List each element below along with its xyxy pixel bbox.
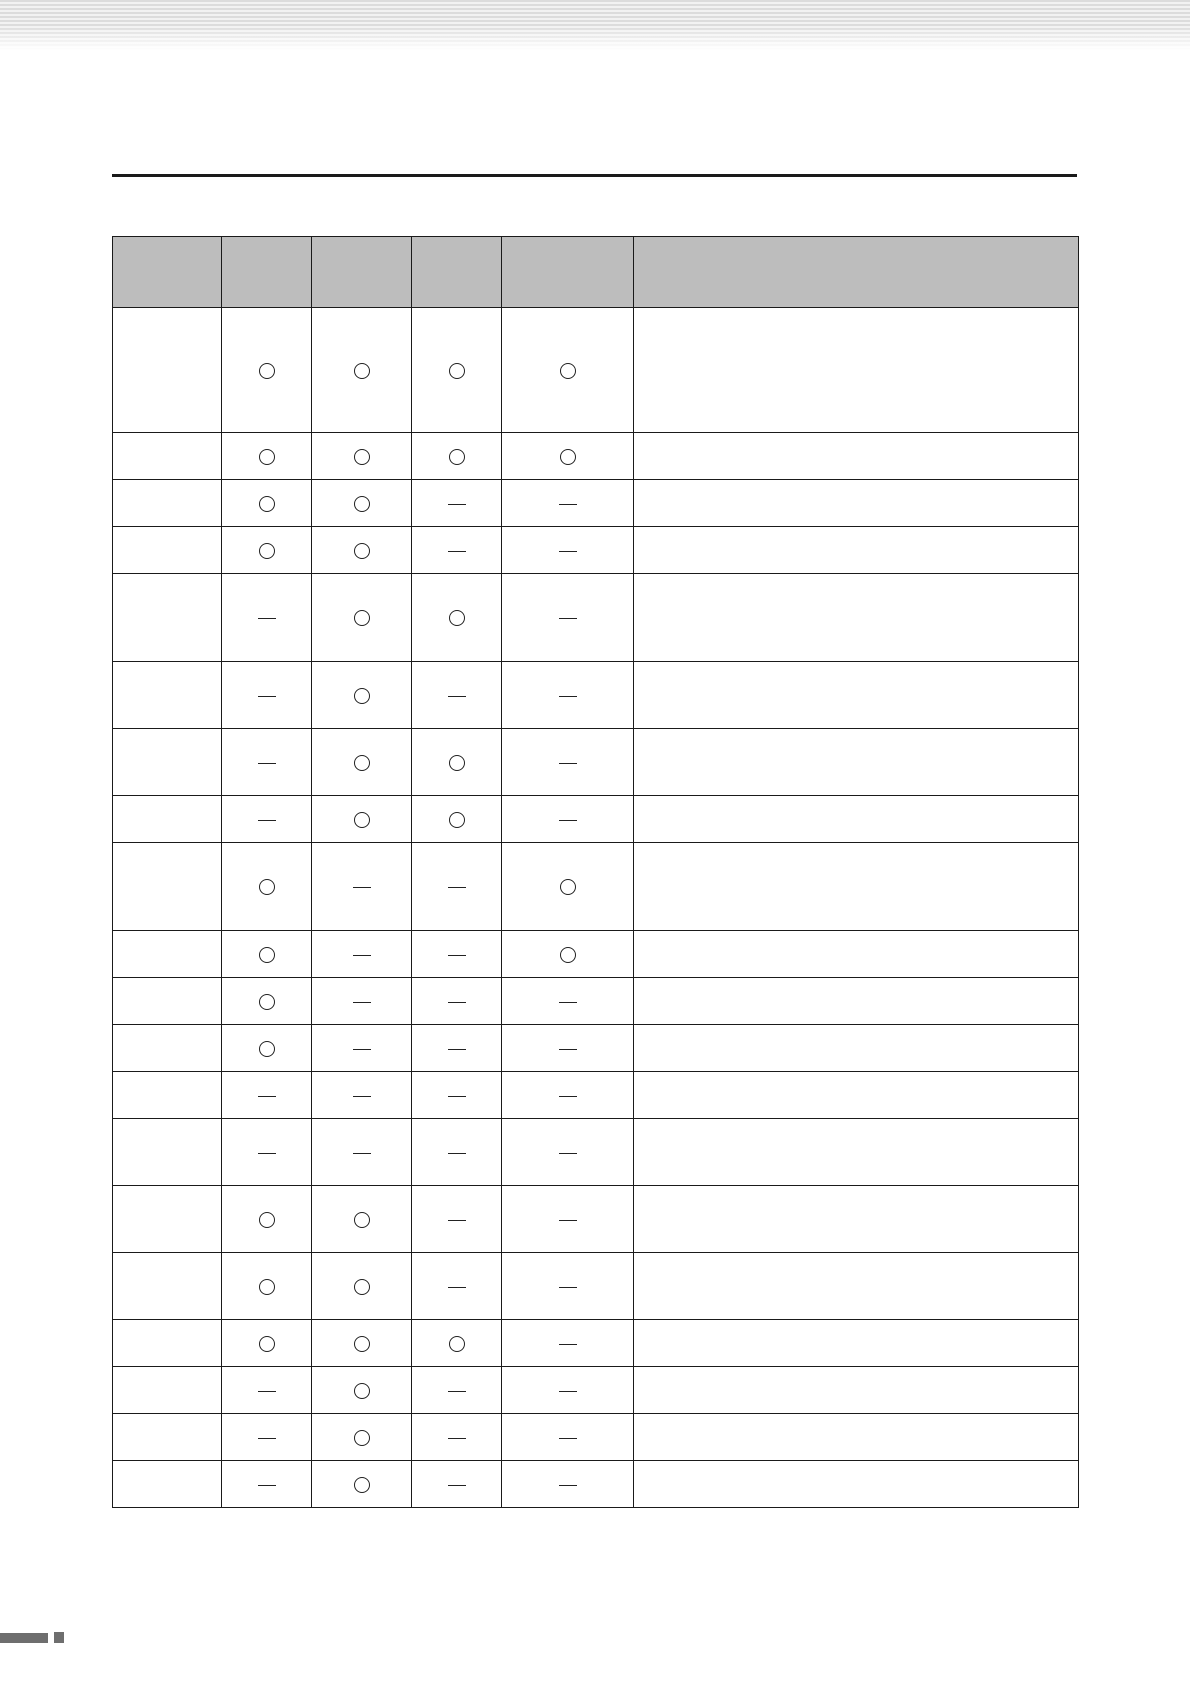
mark-cell — [502, 527, 634, 574]
mark-cell — [412, 1025, 502, 1072]
circle-icon — [259, 449, 275, 465]
dash-icon — [258, 618, 276, 619]
mark-cell — [222, 308, 312, 433]
mark-cell — [312, 978, 412, 1025]
dash-icon — [448, 1002, 466, 1003]
mark-cell — [312, 1025, 412, 1072]
circle-icon — [449, 812, 465, 828]
table-header-row — [113, 237, 1079, 308]
dash-icon — [258, 1096, 276, 1097]
circle-icon — [354, 1279, 370, 1295]
dash-icon — [353, 1002, 371, 1003]
mark-cell — [502, 729, 634, 796]
dash-icon — [353, 1096, 371, 1097]
row-notes-cell — [634, 931, 1079, 978]
row-notes-cell — [634, 1186, 1079, 1253]
mark-cell — [222, 1253, 312, 1320]
mark-cell — [222, 1186, 312, 1253]
dash-icon — [353, 1049, 371, 1050]
table-row — [113, 527, 1079, 574]
mark-cell — [412, 574, 502, 662]
mark-cell — [222, 978, 312, 1025]
dash-icon — [353, 1153, 371, 1154]
mark-cell — [412, 1367, 502, 1414]
mark-cell — [312, 1414, 412, 1461]
mark-cell — [312, 1072, 412, 1119]
circle-icon — [560, 449, 576, 465]
row-name-cell — [113, 843, 222, 931]
table-row — [113, 796, 1079, 843]
dash-icon — [448, 1049, 466, 1050]
row-notes-cell — [634, 1119, 1079, 1186]
header-cell-name — [113, 237, 222, 308]
dash-icon — [353, 887, 371, 888]
mark-cell — [312, 574, 412, 662]
compatibility-table — [112, 236, 1079, 1508]
mark-cell — [222, 1414, 312, 1461]
mark-cell — [412, 931, 502, 978]
mark-cell — [222, 433, 312, 480]
row-name-cell — [113, 1320, 222, 1367]
mark-cell — [412, 1119, 502, 1186]
row-notes-cell — [634, 574, 1079, 662]
row-notes-cell — [634, 662, 1079, 729]
mark-cell — [312, 931, 412, 978]
dash-icon — [448, 1220, 466, 1221]
mark-cell — [502, 1186, 634, 1253]
row-name-cell — [113, 931, 222, 978]
mark-cell — [502, 308, 634, 433]
mark-cell — [502, 1253, 634, 1320]
header-cell-col2 — [312, 237, 412, 308]
row-name-cell — [113, 1025, 222, 1072]
mark-cell — [502, 1461, 634, 1508]
table-row — [113, 1367, 1079, 1414]
row-notes-cell — [634, 308, 1079, 433]
page-number-square — [54, 1632, 64, 1643]
row-notes-cell — [634, 978, 1079, 1025]
circle-icon — [354, 1212, 370, 1228]
circle-icon — [560, 363, 576, 379]
mark-cell — [502, 433, 634, 480]
dash-icon — [559, 1344, 577, 1345]
dash-icon — [353, 955, 371, 956]
header-stripe-band — [0, 0, 1190, 50]
mark-cell — [312, 433, 412, 480]
mark-cell — [502, 662, 634, 729]
mark-cell — [502, 1414, 634, 1461]
header-cell-col4 — [502, 237, 634, 308]
table-row — [113, 1025, 1079, 1072]
row-notes-cell — [634, 1461, 1079, 1508]
mark-cell — [312, 1119, 412, 1186]
mark-cell — [412, 1186, 502, 1253]
mark-cell — [412, 433, 502, 480]
dash-icon — [559, 618, 577, 619]
dash-icon — [448, 1096, 466, 1097]
dash-icon — [559, 1485, 577, 1486]
circle-icon — [560, 879, 576, 895]
dash-icon — [448, 1485, 466, 1486]
dash-icon — [559, 820, 577, 821]
circle-icon — [354, 496, 370, 512]
mark-cell — [312, 729, 412, 796]
mark-cell — [502, 480, 634, 527]
mark-cell — [502, 1119, 634, 1186]
table-row — [113, 1186, 1079, 1253]
dash-icon — [559, 1438, 577, 1439]
mark-cell — [222, 1119, 312, 1186]
table-row — [113, 1461, 1079, 1508]
mark-cell — [412, 1414, 502, 1461]
row-notes-cell — [634, 1320, 1079, 1367]
mark-cell — [412, 978, 502, 1025]
mark-cell — [222, 662, 312, 729]
header-cell-col3 — [412, 237, 502, 308]
circle-icon — [259, 1041, 275, 1057]
mark-cell — [312, 308, 412, 433]
mark-cell — [222, 1320, 312, 1367]
header-cell-notes — [634, 237, 1079, 308]
circle-icon — [354, 610, 370, 626]
mark-cell — [312, 843, 412, 931]
row-name-cell — [113, 480, 222, 527]
circle-icon — [560, 947, 576, 963]
dash-icon — [258, 696, 276, 697]
mark-cell — [502, 978, 634, 1025]
table-body — [113, 308, 1079, 1508]
page-number-bar — [0, 1633, 48, 1643]
circle-icon — [449, 755, 465, 771]
table-row — [113, 1072, 1079, 1119]
table-row — [113, 1414, 1079, 1461]
row-name-cell — [113, 978, 222, 1025]
circle-icon — [449, 449, 465, 465]
row-name-cell — [113, 308, 222, 433]
table-row — [113, 843, 1079, 931]
circle-icon — [449, 1336, 465, 1352]
circle-icon — [259, 994, 275, 1010]
dash-icon — [559, 1220, 577, 1221]
row-notes-cell — [634, 1414, 1079, 1461]
circle-icon — [354, 755, 370, 771]
section-title-rule — [112, 174, 1077, 177]
row-name-cell — [113, 433, 222, 480]
dash-icon — [559, 1049, 577, 1050]
circle-icon — [354, 688, 370, 704]
mark-cell — [222, 843, 312, 931]
mark-cell — [312, 1186, 412, 1253]
row-notes-cell — [634, 843, 1079, 931]
table-row — [113, 480, 1079, 527]
dash-icon — [559, 696, 577, 697]
row-name-cell — [113, 1367, 222, 1414]
dash-icon — [258, 1153, 276, 1154]
table-row — [113, 931, 1079, 978]
row-name-cell — [113, 527, 222, 574]
mark-cell — [502, 843, 634, 931]
mark-cell — [222, 1367, 312, 1414]
mark-cell — [412, 796, 502, 843]
table-row — [113, 1119, 1079, 1186]
circle-icon — [259, 363, 275, 379]
circle-icon — [354, 1477, 370, 1493]
dash-icon — [559, 1391, 577, 1392]
dash-icon — [448, 1153, 466, 1154]
dash-icon — [448, 955, 466, 956]
mark-cell — [312, 527, 412, 574]
circle-icon — [354, 543, 370, 559]
row-notes-cell — [634, 1025, 1079, 1072]
mark-cell — [222, 796, 312, 843]
circle-icon — [259, 543, 275, 559]
circle-icon — [259, 879, 275, 895]
row-notes-cell — [634, 527, 1079, 574]
table-row — [113, 978, 1079, 1025]
circle-icon — [259, 947, 275, 963]
row-name-cell — [113, 1253, 222, 1320]
table-row — [113, 308, 1079, 433]
circle-icon — [449, 363, 465, 379]
table-row — [113, 1320, 1079, 1367]
mark-cell — [222, 1461, 312, 1508]
circle-icon — [259, 1279, 275, 1295]
dash-icon — [258, 1391, 276, 1392]
row-notes-cell — [634, 480, 1079, 527]
dash-icon — [559, 1002, 577, 1003]
circle-icon — [449, 610, 465, 626]
row-notes-cell — [634, 796, 1079, 843]
mark-cell — [502, 1072, 634, 1119]
mark-cell — [502, 1367, 634, 1414]
mark-cell — [412, 480, 502, 527]
table-row — [113, 662, 1079, 729]
row-name-cell — [113, 729, 222, 796]
circle-icon — [259, 496, 275, 512]
dash-icon — [448, 551, 466, 552]
dash-icon — [448, 1391, 466, 1392]
row-name-cell — [113, 796, 222, 843]
mark-cell — [222, 729, 312, 796]
mark-cell — [412, 308, 502, 433]
row-name-cell — [113, 1461, 222, 1508]
mark-cell — [312, 1367, 412, 1414]
table-row — [113, 574, 1079, 662]
dash-icon — [258, 1485, 276, 1486]
dash-icon — [559, 504, 577, 505]
mark-cell — [222, 527, 312, 574]
row-notes-cell — [634, 1367, 1079, 1414]
mark-cell — [502, 574, 634, 662]
circle-icon — [354, 1430, 370, 1446]
mark-cell — [412, 1072, 502, 1119]
mark-cell — [222, 574, 312, 662]
circle-icon — [354, 1383, 370, 1399]
row-name-cell — [113, 1072, 222, 1119]
mark-cell — [222, 1072, 312, 1119]
row-notes-cell — [634, 433, 1079, 480]
dash-icon — [559, 763, 577, 764]
circle-icon — [354, 449, 370, 465]
mark-cell — [412, 843, 502, 931]
row-name-cell — [113, 1186, 222, 1253]
mark-cell — [412, 662, 502, 729]
mark-cell — [412, 1320, 502, 1367]
mark-cell — [412, 729, 502, 796]
dash-icon — [559, 1287, 577, 1288]
table-row — [113, 1253, 1079, 1320]
mark-cell — [222, 1025, 312, 1072]
row-name-cell — [113, 574, 222, 662]
dash-icon — [448, 696, 466, 697]
dash-icon — [448, 1438, 466, 1439]
dash-icon — [559, 1096, 577, 1097]
mark-cell — [312, 1320, 412, 1367]
mark-cell — [312, 1253, 412, 1320]
mark-cell — [502, 796, 634, 843]
mark-cell — [312, 662, 412, 729]
mark-cell — [222, 931, 312, 978]
row-notes-cell — [634, 729, 1079, 796]
table-row — [113, 433, 1079, 480]
mark-cell — [412, 1461, 502, 1508]
dash-icon — [448, 504, 466, 505]
mark-cell — [412, 527, 502, 574]
circle-icon — [259, 1212, 275, 1228]
dash-icon — [559, 1153, 577, 1154]
row-name-cell — [113, 1119, 222, 1186]
header-cell-col1 — [222, 237, 312, 308]
mark-cell — [312, 480, 412, 527]
circle-icon — [354, 1336, 370, 1352]
circle-icon — [259, 1336, 275, 1352]
circle-icon — [354, 363, 370, 379]
dash-icon — [559, 551, 577, 552]
table-row — [113, 729, 1079, 796]
mark-cell — [502, 931, 634, 978]
mark-cell — [502, 1025, 634, 1072]
row-name-cell — [113, 662, 222, 729]
mark-cell — [222, 480, 312, 527]
row-notes-cell — [634, 1253, 1079, 1320]
row-notes-cell — [634, 1072, 1079, 1119]
circle-icon — [354, 812, 370, 828]
mark-cell — [412, 1253, 502, 1320]
dash-icon — [258, 1438, 276, 1439]
dash-icon — [448, 887, 466, 888]
mark-cell — [312, 1461, 412, 1508]
dash-icon — [258, 763, 276, 764]
dash-icon — [448, 1287, 466, 1288]
row-name-cell — [113, 1414, 222, 1461]
dash-icon — [258, 820, 276, 821]
mark-cell — [312, 796, 412, 843]
mark-cell — [502, 1320, 634, 1367]
